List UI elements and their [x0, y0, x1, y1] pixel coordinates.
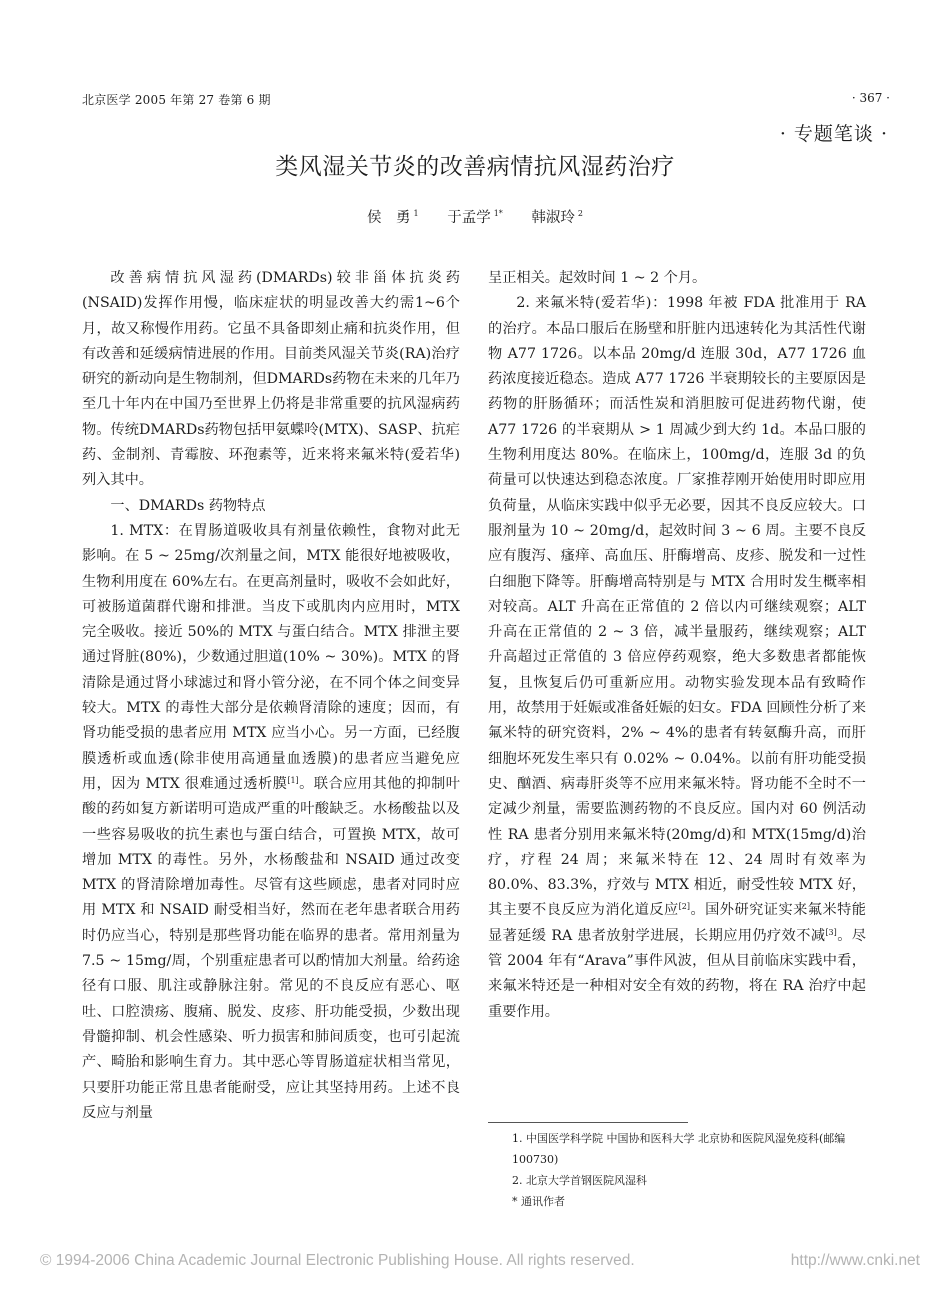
author-name: 于孟学 [447, 210, 491, 226]
footnote: * 通讯作者 [512, 1195, 565, 1208]
author-list [0, 206, 950, 227]
mtx-text-part1: 1. MTX：在胃肠道吸收具有剂量依赖性，食物对此无影响。在 5 ~ 25mg/次剂量之间，MTX 能很好地被吸收，生物利用度在 60%左右。在更高剂量时，吸收不会如此好，可被肠道菌群代谢和排泄。当皮下或肌肉内应用时，MTX 完全吸收。接近 50%的 MTX 与蛋白结合。MTX 排泄主要通过肾脏(80%)，少数通过胆道(10% ~ 30%)。MTX 的肾清除是通过肾小球滤过和肾小管分泌，在不同个体之间变异较大。MTX 的毒性大部分是依赖肾清除的速度；因而，有肾功能受损的患者应用 MTX 应当小心。另一方面，已经腹膜透析或血透(除非使用高通量血透膜)的患者应当避免应用，因为 MTX 很难通过透析膜 [82, 522, 460, 792]
author-affiliation-mark: 2 [577, 209, 583, 218]
journal-header: 北京医学 2005 年第 27 卷第 6 期 [82, 93, 271, 107]
footnote: 1. 中国医学科学院 中国协和医科大学 北京协和医院风湿免疫科(邮编 100730) [512, 1132, 846, 1166]
copyright-notice: © 1994-2006 China Academic Journal Electronic Publishing House. All rights reserved. [40, 1252, 635, 1269]
author-name: 侯 勇 [367, 210, 411, 226]
left-column [82, 266, 460, 1126]
author-affiliation-mark: 1 [413, 209, 419, 218]
author-affiliation-mark: 1* [493, 209, 503, 218]
footnote-divider [488, 1122, 688, 1123]
footnote: 2. 北京大学首钢医院风湿科 [512, 1174, 647, 1187]
author [531, 210, 583, 226]
leflunomide-text-part1: 2. 来氟米特(爱若华)：1998 年被 FDA 批准用于 RA 的治疗。本品口服后在肠壁和肝脏内迅速转化为其活性代谢物 A77 1726。以本品 20mg/d 连服 30d，A77 1726 血药浓度接近稳态。造成 A77 1726 半衰期较长的主要原因是药物的肝肠循环；而活性炭和消胆胺可促进药物代谢，使 A77 1726 的半衰期从 > 1 周减少到大约 1d。本品口服的生物利用度达 80%。在临床上，100mg/d，连服 3d 的负荷量可以快速达到稳态浓度。厂家推荐刚开始使用时即应用负荷量，从临床实践中似乎无必要，因其不良反应较大。口服剂量为 10 ~ 20mg/d，起效时间 3 ~ 6 周。主要不良反应有腹泻、瘙痒、高血压、肝酶增高、皮疹、脱发和一过性白细胞下降等。肝酶增高特别是与 MTX 合用时发生概率相对较高。ALT 升高在正常值的 2 倍以内可继续观察；ALT 升高在正常值的 2 ~ 3 倍，减半量服药，继续观察；ALT 升高超过正常值的 3 倍应停药观察，绝大多数患者都能恢复，且恢复后仍可重新应用。动物实验发现本品有致畸作用，故禁用于妊娠或准备妊娠的妇女。FDA 回顾性分析了来氟米特的研究资料，2% ~ 4%的患者有转氨酶升高，而肝细胞坏死发生率只有 0.02% ~ 0.04%。以前有肝功能受损史、酗酒、病毒肝炎等不应用来氟米特。肾功能不全时不一定减少剂量，需要监测药物的不良反应。国内对 60 例活动性 RA 患者分别用来氟米特(20mg/d)和 MTX(15mg/d)治疗，疗程 24 周；来氟米特在 12、24 周时有效率为 80.0%、83.3%，疗效与 MTX 相近，耐受性较 MTX 好，其主要不良反应为消化道反应 [488, 295, 866, 919]
author-name: 韩淑玲 [531, 210, 575, 226]
intro-paragraph: 改善病情抗风湿药(DMARDs)较非甾体抗炎药(NSAID)发挥作用慢，临床症状的明显改善大约需1~6个月，故又称慢作用药。它虽不具备即刻止痛和抗炎作用，但有改善和延缓病情进展的作用。目前类风湿关节炎(RA)治疗研究的新动向是生物制剂，但DMARDs药物在未来的几年乃至几十年内在中国乃至世界上仍将是非常重要的抗风湿病药物。传统DMARDs药物包括甲氨蝶呤(MTX)、SASP、抗疟药、金制剂、青霉胺、环孢素等，近来将来氟米特(爱若华)列入其中。 [82, 270, 460, 489]
section-label: · 专题笔谈 · [779, 123, 888, 145]
leflunomide-paragraph [488, 291, 866, 1025]
citation-ref: [3] [825, 927, 837, 937]
author [367, 210, 419, 226]
footnotes [488, 1128, 866, 1212]
author [447, 210, 503, 226]
right-column [488, 266, 866, 1025]
leflunomide-text-part3: 。尽管 2004 年有“Arava”事件风波，但从目前临床实践中看，来氟米特还是一种相对安全有效的药物，将在 RA 治疗中起重要作用。 [488, 927, 866, 1020]
citation-ref: [1] [287, 775, 299, 785]
page-number: · 367 · [851, 91, 890, 105]
copyright-footer [40, 1252, 920, 1270]
citation-ref: [2] [678, 902, 690, 912]
leflunomide-text-part2: 。国外研究证实来氟米特能显著延缓 RA 患者放射学进展，长期应用仍疗效不减 [488, 902, 866, 944]
section-heading: 一、DMARDs 药物特点 [110, 497, 266, 514]
mtx-paragraph [82, 519, 460, 1126]
article-title: 类风湿关节炎的改善病情抗风湿药治疗 [275, 154, 675, 180]
cnki-url: http://www.cnki.net [790, 1252, 920, 1269]
continued-paragraph: 呈正相关。起效时间 1 ~ 2 个月。 [488, 270, 707, 286]
mtx-text-part2: 。联合应用其他的抑制叶酸的药如复方新诺明可造成严重的叶酸缺乏。水杨酸盐以及一些容易吸收的抗生素也与蛋白结合，可置换 MTX，故可增加 MTX 的毒性。另外，水杨酸盐和 NSAID 通过改变 MTX 的肾清除增加毒性。尽管有这些顾虑，患者对同时应用 MTX 和 NSAID 耐受相当好，然而在老年患者联合用药时仍应当心，特别是那些肾功能在临界的患者。常用剂量为 7.5 ~ 15mg/周，个别重症患者可以酌情加大剂量。给药途径有口服、肌注或静脉注射。常见的不良反应有恶心、呕吐、口腔溃疡、腹痛、脱发、皮疹、肝功能受损，少数出现骨髓抑制、机会性感染、听力损害和肺间质变，也可引起流产、畸胎和影响生育力。其中恶心等胃肠道症状相当常见，只要肝功能正常且患者能耐受，应让其坚持用药。上述不良反应与剂量 [82, 775, 460, 1121]
